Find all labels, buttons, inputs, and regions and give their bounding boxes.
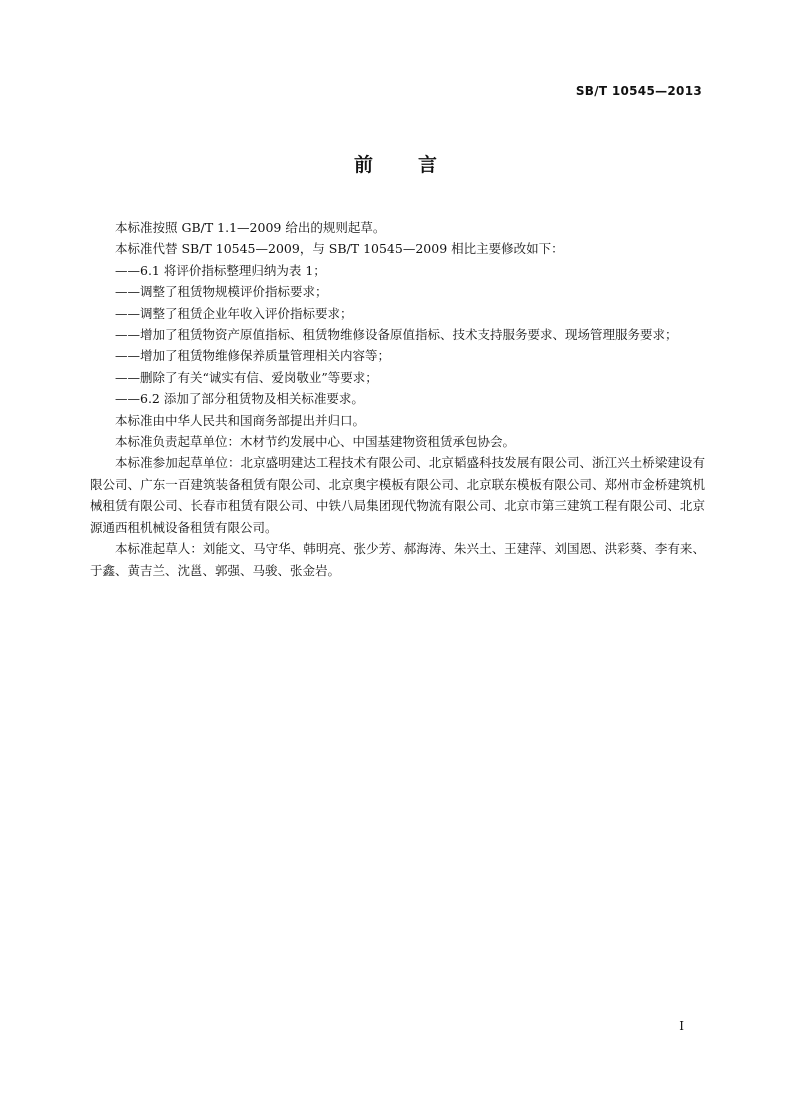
- paragraph-responsible-units: 本标准负责起草单位：木材节约发展中心、中国基建物资租赁承包协会。: [115, 434, 516, 450]
- page-number: I: [679, 1019, 684, 1033]
- change-item: ——6.1 将评价指标整理归纳为表 1；: [115, 262, 326, 278]
- page-title: [0, 150, 792, 177]
- paragraph-participating-units: 本标准参加起草单位：北京盛明建达工程技术有限公司、北京韬盛科技发展有限公司、浙江兴土桥梁建设有限公司、广东一百建筑装备租赁有限公司、北京奥宇模板有限公司、北京联东模板有限公司、郑州市金桥建筑机械租赁有限公司、长春市租赁有限公司、中铁八局集团现代物流有限公司、北京市第三建筑工程有限公司、北京源通西租机械设备租赁有限公司。: [90, 455, 705, 535]
- paragraph-drafters: 本标准起草人：刘能文、马守华、韩明亮、张少芳、郝海涛、朱兴土、王建萍、刘国恩、洪彩葵、李有来、于鑫、黄吉兰、沈邕、郭强、马骏、张金岩。: [90, 541, 705, 578]
- change-item: ——调整了租赁企业年收入评价指标要求；: [115, 305, 353, 321]
- paragraph-drafting-rule: 本标准按照 GB/T 1.1—2009 给出的规则起草。: [115, 220, 386, 235]
- change-item: ——删除了有关“诚实有信、爱岗敬业”等要求；: [115, 369, 378, 385]
- change-item: ——调整了租赁物规模评价指标要求；: [115, 284, 328, 300]
- title-part-2: 言: [418, 154, 439, 176]
- change-item: ——增加了租赁物资产原值指标、租赁物维修设备原值指标、技术支持服务要求、现场管理服务要求；: [115, 327, 678, 343]
- standard-code: SB/T 10545—2013: [575, 84, 702, 98]
- change-item: ——6.2 添加了部分租赁物及相关标准要求。: [115, 391, 364, 407]
- paragraph-proposer: 本标准由中华人民共和国商务部提出并归口。: [115, 412, 366, 428]
- foreword-body: [90, 217, 705, 581]
- paragraph-replaces: 本标准代替 SB/T 10545—2009，与 SB/T 10545—2009 相比主要修改如下：: [115, 241, 564, 257]
- title-part-1: 前: [353, 154, 374, 176]
- change-item: ——增加了租赁物维修保养质量管理相关内容等；: [115, 348, 391, 364]
